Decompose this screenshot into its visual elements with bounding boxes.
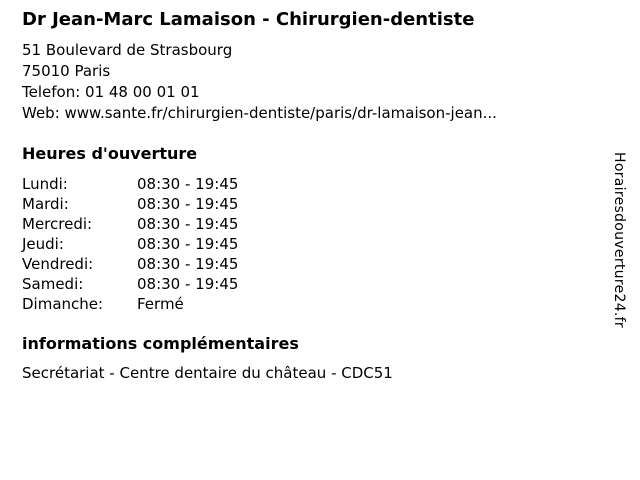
opening-hours-table xyxy=(22,174,600,314)
web-line: Web: www.sante.fr/chirurgien-dentiste/paris/dr-lamaison-jean... xyxy=(22,104,497,122)
day-label: Samedi: xyxy=(22,275,84,293)
hours-row-friday xyxy=(22,254,600,274)
phone-line: Telefon: 01 48 00 01 01 xyxy=(22,83,200,101)
day-label: Vendredi: xyxy=(22,255,94,273)
hours-row-saturday xyxy=(22,274,600,294)
time-value: 08:30 - 19:45 xyxy=(137,215,239,233)
time-value: 08:30 - 19:45 xyxy=(137,275,239,293)
hours-row-sunday xyxy=(22,294,600,314)
address-street: 51 Boulevard de Strasbourg xyxy=(22,41,233,59)
time-value: Fermé xyxy=(137,295,184,313)
hours-row-monday xyxy=(22,174,600,194)
time-value: 08:30 - 19:45 xyxy=(137,255,239,273)
day-label: Mardi: xyxy=(22,195,69,213)
additional-info-heading: informations complémentaires xyxy=(22,334,299,353)
day-label: Lundi: xyxy=(22,175,68,193)
hours-row-thursday xyxy=(22,234,600,254)
day-label: Mercredi: xyxy=(22,215,93,233)
time-value: 08:30 - 19:45 xyxy=(137,235,239,253)
address-city: 75010 Paris xyxy=(22,62,111,80)
day-label: Dimanche: xyxy=(22,295,104,313)
day-label: Jeudi: xyxy=(22,235,64,253)
additional-info-text: Secrétariat - Centre dentaire du château - CDC51 xyxy=(22,364,393,382)
hours-row-tuesday xyxy=(22,194,600,214)
time-value: 08:30 - 19:45 xyxy=(137,175,239,193)
site-watermark: Horairesdouverture24.fr xyxy=(611,152,627,328)
page-title: Dr Jean-Marc Lamaison - Chirurgien-dentiste xyxy=(22,9,475,30)
opening-hours-heading: Heures d'ouverture xyxy=(22,144,198,163)
hours-row-wednesday xyxy=(22,214,600,234)
contact-block xyxy=(22,40,600,124)
time-value: 08:30 - 19:45 xyxy=(137,195,239,213)
